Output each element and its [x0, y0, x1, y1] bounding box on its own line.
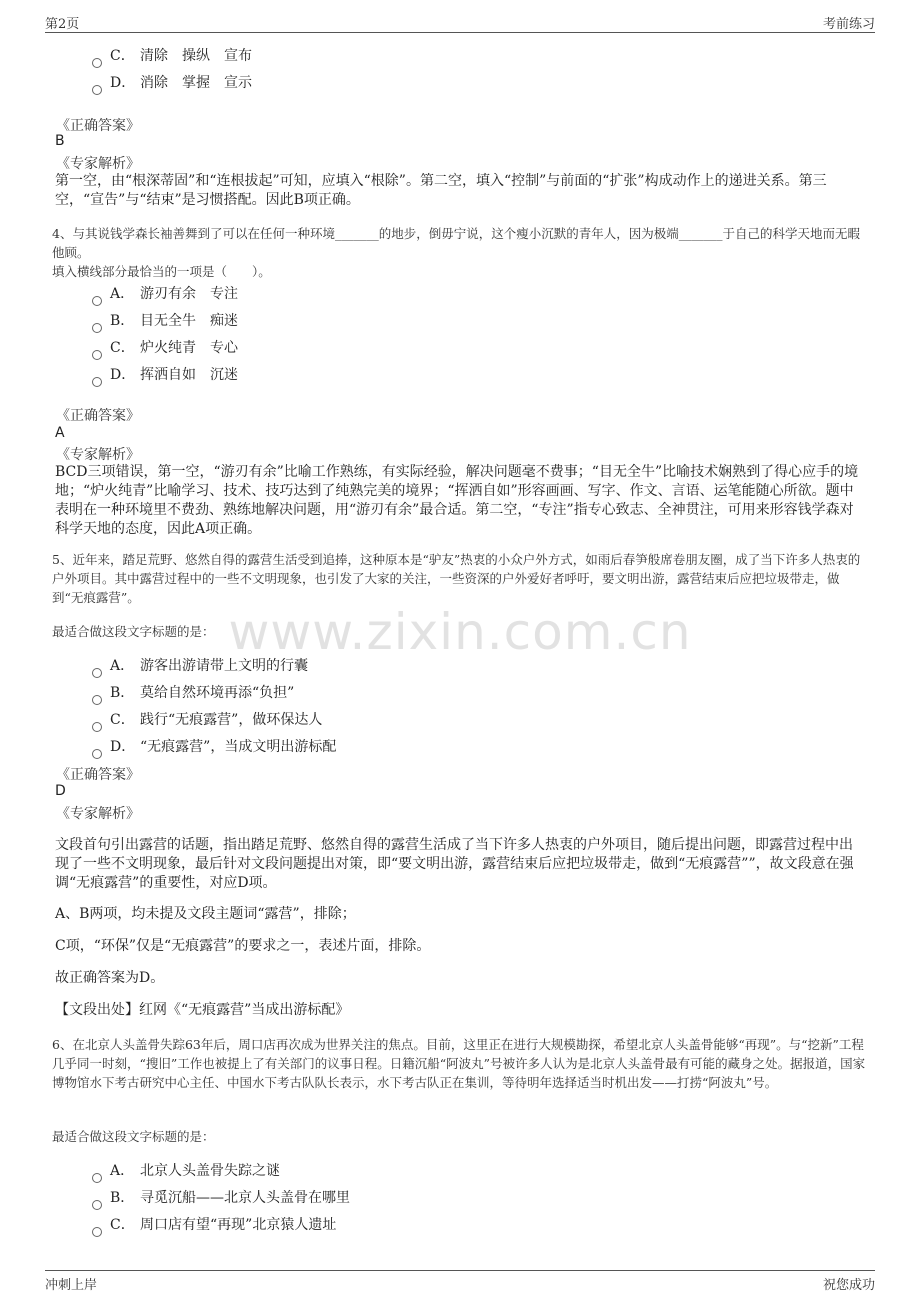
- q5-analysis-p1: 文段首句引出露营的话题，指出踏足荒野、悠然自得的露营生活成了当下许多人热衷的户外项目，随后提出问题，即露营过程中出现了一些不文明现象，最后针对文段问题提出对策，即“要文明出游，露营结束后应把垃圾带走，做到“无痕露营””，故文段意在强调“无痕露营”的重要性，对应D项。: [55, 837, 854, 891]
- radio-icon[interactable]: [92, 377, 102, 387]
- q5-analysis-p4: 故正确答案为D。: [55, 970, 165, 986]
- q4-analysis: BCD三项错误，第一空，“游刃有余”比喻工作熟练，有实际经验，解决问题毫不费事；“目无全牛”比喻技术娴熟到了得心应手的境地；“炉火纯青”比喻学习、技术、技巧达到了纯熟完美的境界；“挥洒自如”形容画画、写字、作文、言语、运笔能随心所欲。题中表明在一种环境里不费劲、熟练地解决问题，用“游刃有余”最合适。第二空，“专注”指专心致志、全神贯注，可用来形容钱学森对科学天地的态度，因此A项正确。: [55, 464, 859, 537]
- q4-option-d[interactable]: D． 挥洒自如 沉迷: [92, 364, 238, 386]
- q4-option-c[interactable]: C． 炉火纯青 专心: [92, 337, 238, 359]
- footer-right: 祝您成功: [822, 1278, 875, 1293]
- q4-answer-label: 《正确答案》: [56, 408, 140, 424]
- q6-prompt: 最适合做这段文字标题的是：: [52, 1129, 215, 1144]
- q4-option-b[interactable]: B． 目无全牛 痴迷: [92, 310, 238, 332]
- radio-icon[interactable]: [92, 1227, 102, 1237]
- q6-option-b[interactable]: B． 寻觅沉船——北京人头盖骨在哪里: [92, 1187, 350, 1209]
- q5-option-d[interactable]: D． “无痕露营”，当成文明出游标配: [92, 736, 336, 758]
- q3-option-d[interactable]: D． 消除 掌握 宣示: [92, 72, 252, 94]
- radio-icon[interactable]: [92, 1200, 102, 1210]
- q5-option-c[interactable]: C． 践行“无痕露营”，做环保达人: [92, 709, 322, 731]
- q6-stem: 6、在北京人头盖骨失踪63年后，周口店再次成为世界关注的焦点。目前，这里正在进行大规模勘探，希望北京人头盖骨能够“再现”。与“挖新”工程几乎同一时刻，“搜旧”工作也被提上了有关部门的议事日程。日籍沉船“阿波丸”号被许多人认为是北京人头盖骨最有可能的藏身之处。据报道，国家博物馆水下考古研究中心主任、中国水下考古队队长表示，水下考古队正在集训，等待明年选择适当时机出发——打捞“阿波丸”号。: [52, 1037, 866, 1090]
- q6-option-c[interactable]: C． 周口店有望“再现”北京猿人遗址: [92, 1214, 336, 1236]
- watermark: www.zixin.com.cn: [228, 603, 692, 661]
- q3-analysis-label: 《专家解析》: [56, 156, 140, 172]
- radio-icon[interactable]: [92, 695, 102, 705]
- q5-prompt: 最适合做这段文字标题的是：: [52, 624, 215, 639]
- footer-left: 冲刺上岸: [45, 1278, 98, 1293]
- q3-answer-label: 《正确答案》: [56, 118, 140, 134]
- q4-stem: 4、与其说钱学森长袖善舞到了可以在任何一种环境_______的地步，倒毋宁说，这个瘦小沉默的青年人，因为极端_______于自己的科学天地而无暇他顾。: [52, 226, 860, 260]
- q4-analysis-label: 《专家解析》: [56, 447, 140, 463]
- radio-icon[interactable]: [92, 749, 102, 759]
- q3-answer: B: [55, 133, 65, 149]
- radio-icon[interactable]: [92, 296, 102, 306]
- q3-analysis: 第一空，由“根深蒂固”和“连根拔起”可知，应填入“根除”。第二空，填入“控制”与前面的“扩张”构成动作上的递进关系。第三空，“宣告”与“结束”是习惯搭配。因此B项正确。: [55, 173, 827, 208]
- radio-icon[interactable]: [92, 85, 102, 95]
- page-number: 第2页: [45, 17, 80, 32]
- q5-option-b[interactable]: B． 莫给自然环境再添“负担”: [92, 682, 294, 704]
- q5-source: 【文段出处】红网《“无痕露营”当成出游标配》: [55, 1002, 350, 1018]
- q4-prompt: 填入横线部分最恰当的一项是（ ）。: [52, 264, 271, 279]
- q5-option-a[interactable]: A． 游客出游请带上文明的行囊: [92, 655, 308, 677]
- header-title: 考前练习: [822, 17, 875, 32]
- q5-analysis-label: 《专家解析》: [56, 806, 140, 822]
- radio-icon[interactable]: [92, 323, 102, 333]
- radio-icon[interactable]: [92, 58, 102, 68]
- q5-stem: 5、近年来，踏足荒野、悠然自得的露营生活受到追捧，这种原本是“驴友”热衷的小众户外方式，如雨后春笋般席卷朋友圈，成了当下许多人热衷的户外项目。其中露营过程中的一些不文明现象，也引发了大家的关注，一些资深的户外爱好者呼吁，要文明出游，露营结束后应把垃圾带走，做到“无痕露营”。: [52, 552, 861, 605]
- radio-icon[interactable]: [92, 722, 102, 732]
- page-footer: [45, 1270, 875, 1297]
- q4-option-a[interactable]: A． 游刃有余 专注: [92, 283, 238, 305]
- radio-icon[interactable]: [92, 668, 102, 678]
- q5-analysis-p3: C项，“环保”仅是“无痕露营”的要求之一，表述片面，排除。: [55, 938, 431, 954]
- q5-answer: D: [55, 783, 66, 799]
- q4-answer: A: [55, 425, 65, 441]
- q6-option-a[interactable]: A． 北京人头盖骨失踪之谜: [92, 1160, 280, 1182]
- page-header: [45, 12, 875, 33]
- q5-analysis-p2: A、B两项，均未提及文段主题词“露营”，排除；: [55, 906, 356, 922]
- radio-icon[interactable]: [92, 350, 102, 360]
- q5-answer-label: 《正确答案》: [56, 767, 140, 783]
- q3-option-c[interactable]: C． 清除 操纵 宣布: [92, 45, 252, 67]
- radio-icon[interactable]: [92, 1173, 102, 1183]
